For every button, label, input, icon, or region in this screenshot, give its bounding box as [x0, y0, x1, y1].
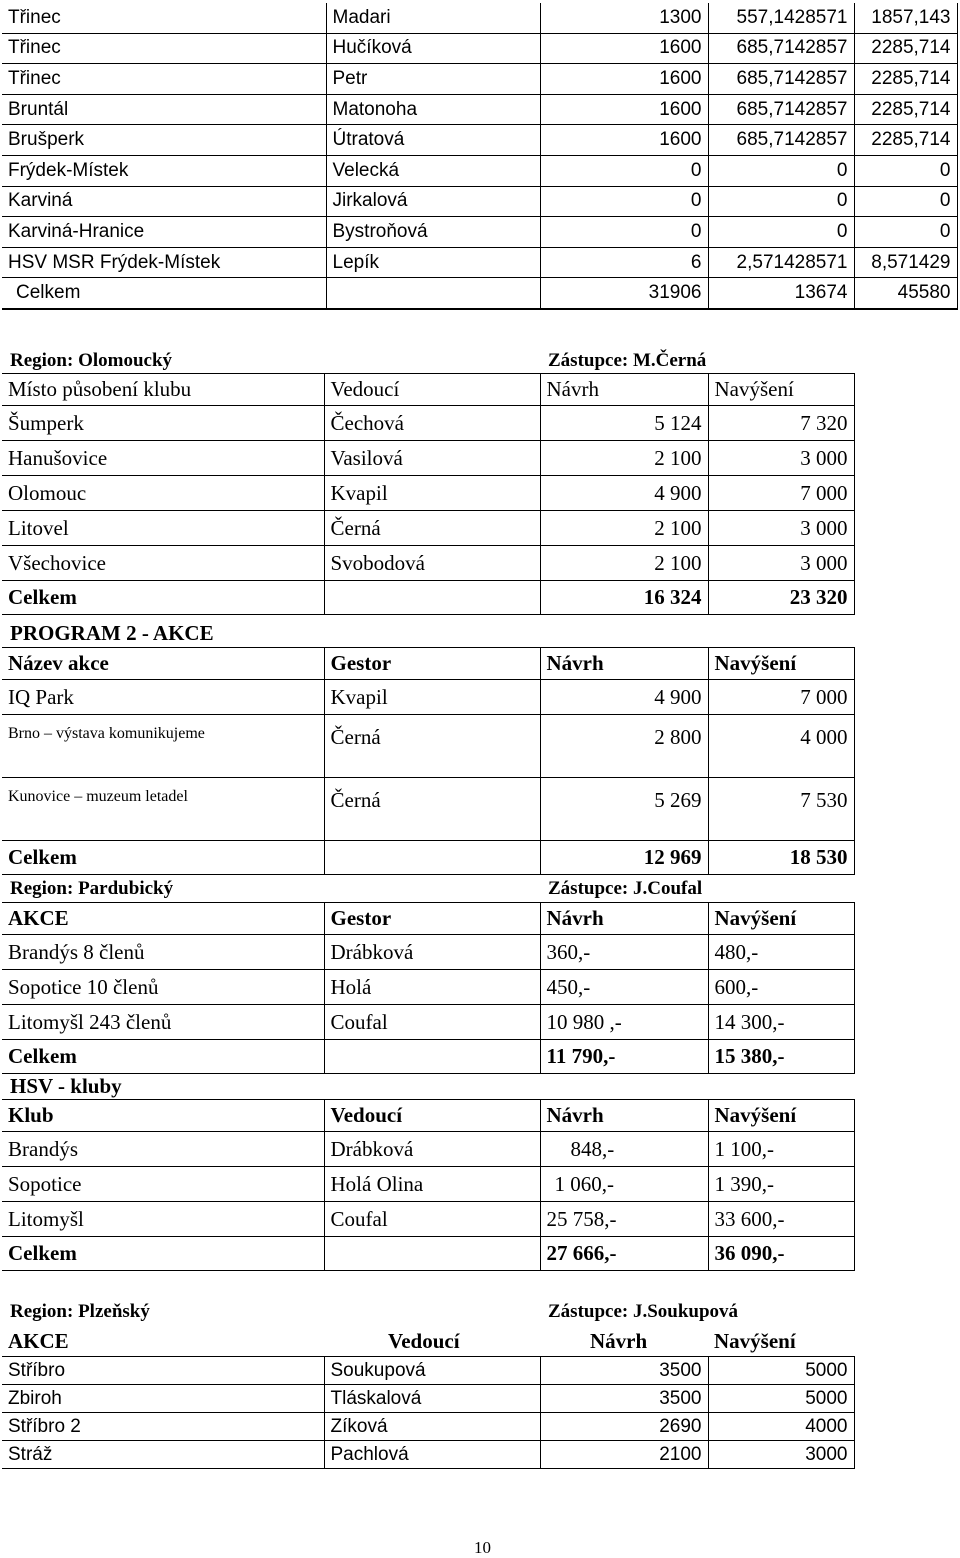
region-title-plzensky: Region: Plzeňský — [10, 1301, 150, 1322]
header-cell: Vedoucí — [324, 1100, 540, 1132]
value-b-cell: 685,7142857 — [708, 64, 854, 95]
total-label: Celkem — [2, 841, 324, 875]
table-row — [2, 125, 957, 156]
header-cell: Návrh — [540, 903, 708, 935]
gestor-cell: Černá — [324, 778, 540, 841]
total-row — [2, 1237, 854, 1271]
leader-cell: Matonoha — [326, 94, 540, 125]
navyseni-cell: 7 320 — [708, 406, 854, 441]
leader-cell: Holá Olina — [324, 1167, 540, 1202]
leader-cell: Soukupová — [324, 1357, 540, 1385]
header-cell: Návrh — [540, 648, 708, 680]
value-b-cell: 0 — [708, 217, 854, 248]
header-cell: Gestor — [324, 903, 540, 935]
navrh-cell: 1 060,- — [540, 1167, 708, 1202]
place-cell: Brušperk — [2, 125, 326, 156]
place-cell: Hanušovice — [2, 441, 324, 476]
navyseni-cell: 7 530 — [708, 778, 854, 841]
value-c-cell: 2285,714 — [854, 64, 957, 95]
navyseni-cell: 3 000 — [708, 511, 854, 546]
header-cell: Název akce — [2, 648, 324, 680]
value-a-cell: 0 — [540, 155, 708, 186]
region-title-pardubicky: Region: Pardubický — [10, 878, 174, 899]
leader-cell: Svobodová — [324, 546, 540, 581]
total-row — [2, 841, 854, 875]
header-cell: Návrh — [590, 1328, 648, 1353]
table-row — [2, 217, 957, 248]
table-row — [2, 970, 854, 1005]
pardubicky-table — [2, 902, 855, 1074]
place-cell: Olomouc — [2, 476, 324, 511]
table-row — [2, 778, 854, 841]
total-navrh-cell: 11 790,- — [540, 1040, 708, 1074]
gestor-cell: Kvapil — [324, 680, 540, 715]
place-cell: Třinec — [2, 33, 326, 64]
name-cell: Brandýs 8 členů — [2, 935, 324, 970]
table-row — [2, 64, 957, 95]
value-c-cell: 2285,714 — [854, 33, 957, 64]
hsv-title: HSV - kluby — [10, 1074, 122, 1098]
header-cell: Vedoucí — [388, 1328, 460, 1353]
value-c-cell: 8,571429 — [854, 247, 957, 278]
value-b-cell: 685,7142857 — [708, 94, 854, 125]
name-cell: Litomyšl — [2, 1202, 324, 1237]
navrh-cell: 3500 — [540, 1385, 708, 1413]
total-label: Celkem — [2, 581, 324, 615]
place-cell: Třinec — [2, 64, 326, 95]
leader-cell: Velecká — [326, 155, 540, 186]
name-cell: Stříbro 2 — [2, 1413, 324, 1441]
value-c-cell: 1857,143 — [854, 3, 957, 33]
place-cell: Bruntál — [2, 94, 326, 125]
leader-cell: Bystroňová — [326, 217, 540, 248]
table-row — [2, 3, 957, 33]
header-row — [2, 903, 854, 935]
header-cell: Navýšení — [708, 374, 854, 406]
gestor-cell: Holá — [324, 970, 540, 1005]
navyseni-cell: 33 600,- — [708, 1202, 854, 1237]
table-row — [2, 1167, 854, 1202]
place-cell: Karviná — [2, 186, 326, 217]
navyseni-cell: 1 390,- — [708, 1167, 854, 1202]
rep-plzensky: Zástupce: J.Soukupová — [548, 1301, 739, 1322]
top-table-body — [2, 3, 957, 309]
leader-cell: Lepík — [326, 247, 540, 278]
table-row — [2, 1413, 854, 1441]
value-a-cell: 1600 — [540, 125, 708, 156]
value-b-cell: 2,571428571 — [708, 247, 854, 278]
empty-cell — [324, 1040, 540, 1074]
name-cell: Brandýs — [2, 1132, 324, 1167]
name-cell: Stráž — [2, 1441, 324, 1469]
value-c-cell: 2285,714 — [854, 94, 957, 125]
navrh-cell: 450,- — [540, 970, 708, 1005]
leader-cell: Kvapil — [324, 476, 540, 511]
navyseni-cell: 3 000 — [708, 546, 854, 581]
value-c-cell: 2285,714 — [854, 125, 957, 156]
total-navrh-cell: 12 969 — [540, 841, 708, 875]
gestor-cell: Černá — [324, 715, 540, 778]
leader-cell: Tláskalová — [324, 1385, 540, 1413]
header-cell: AKCE — [2, 903, 324, 935]
total-row — [2, 581, 854, 615]
table-row — [2, 186, 957, 217]
total-row — [2, 1040, 854, 1074]
rep-olomoucky: Zástupce: M.Černá — [548, 350, 707, 371]
table-row — [2, 94, 957, 125]
program-title: PROGRAM 2 - AKCE — [10, 621, 214, 645]
table-row — [2, 1005, 854, 1040]
place-cell: Všechovice — [2, 546, 324, 581]
leader-cell: Zíková — [324, 1413, 540, 1441]
header-cell: Navýšení — [708, 1100, 854, 1132]
table-row — [2, 680, 854, 715]
region-title-olomoucky: Region: Olomoucký — [10, 350, 173, 371]
total-row — [2, 278, 957, 309]
navyseni-cell: 5000 — [708, 1357, 854, 1385]
header-cell: Gestor — [324, 648, 540, 680]
table-row — [2, 155, 957, 186]
table-row — [2, 1202, 854, 1237]
table-row — [2, 33, 957, 64]
value-c-cell: 0 — [854, 155, 957, 186]
empty-cell — [324, 841, 540, 875]
leader-cell: Čechová — [324, 406, 540, 441]
table-row — [2, 935, 854, 970]
header-row — [2, 374, 854, 406]
value-a-cell: 1600 — [540, 94, 708, 125]
place-cell: Třinec — [2, 3, 326, 33]
navyseni-cell: 3 000 — [708, 441, 854, 476]
value-b-cell: 685,7142857 — [708, 125, 854, 156]
value-b-cell: 0 — [708, 186, 854, 217]
navrh-cell: 5 269 — [540, 778, 708, 841]
navrh-cell: 2 100 — [540, 511, 708, 546]
total-label: Celkem — [2, 1040, 324, 1074]
navyseni-cell: 7 000 — [708, 476, 854, 511]
total-navrh-cell: 27 666,- — [540, 1237, 708, 1271]
leader-cell: Drábková — [324, 1132, 540, 1167]
navyseni-cell: 600,- — [708, 970, 854, 1005]
value-a-cell: 6 — [540, 247, 708, 278]
header-cell: AKCE — [8, 1328, 69, 1353]
table-row — [2, 511, 854, 546]
navrh-cell: 2 100 — [540, 546, 708, 581]
value-a-cell: 0 — [540, 186, 708, 217]
total-label: Celkem — [2, 278, 326, 309]
leader-cell: Útratová — [326, 125, 540, 156]
place-cell: Litovel — [2, 511, 324, 546]
total-b-cell: 13674 — [708, 278, 854, 309]
navrh-cell: 2690 — [540, 1413, 708, 1441]
table-row — [2, 476, 854, 511]
value-c-cell: 0 — [854, 186, 957, 217]
value-a-cell: 0 — [540, 217, 708, 248]
total-label: Celkem — [2, 1237, 324, 1271]
navyseni-cell: 4000 — [708, 1413, 854, 1441]
value-b-cell: 685,7142857 — [708, 33, 854, 64]
navrh-cell: 4 900 — [540, 680, 708, 715]
total-a-cell: 31906 — [540, 278, 708, 309]
empty-cell — [326, 278, 540, 309]
table-row — [2, 441, 854, 476]
leader-cell: Madari — [326, 3, 540, 33]
table-row — [2, 1357, 854, 1385]
leader-cell: Černá — [324, 511, 540, 546]
table-row — [2, 1441, 854, 1469]
table-row — [2, 1385, 854, 1413]
gestor-cell: Coufal — [324, 1005, 540, 1040]
header-cell: Vedoucí — [324, 374, 540, 406]
leader-cell: Vasilová — [324, 441, 540, 476]
place-cell: Frýdek-Místek — [2, 155, 326, 186]
navrh-cell: 2 100 — [540, 441, 708, 476]
navrh-cell: 2100 — [540, 1441, 708, 1469]
leader-cell: Hučíková — [326, 33, 540, 64]
navrh-cell: 848,- — [540, 1132, 708, 1167]
header-row — [2, 1100, 854, 1132]
leader-cell: Pachlová — [324, 1441, 540, 1469]
place-cell: HSV MSR Frýdek-Místek — [2, 247, 326, 278]
navrh-cell: 10 980 ,- — [540, 1005, 708, 1040]
table-row — [2, 247, 957, 278]
name-cell: Sopotice 10 členů — [2, 970, 324, 1005]
header-cell: Navýšení — [714, 1328, 796, 1353]
total-c-cell: 45580 — [854, 278, 957, 309]
name-cell: IQ Park — [2, 680, 324, 715]
name-cell: Litomyšl 243 členů — [2, 1005, 324, 1040]
value-a-cell: 1300 — [540, 3, 708, 33]
navrh-cell: 2 800 — [540, 715, 708, 778]
place-cell: Karviná-Hranice — [2, 217, 326, 248]
total-navyseni-cell: 18 530 — [708, 841, 854, 875]
navyseni-cell: 3000 — [708, 1441, 854, 1469]
navyseni-cell: 4 000 — [708, 715, 854, 778]
value-a-cell: 1600 — [540, 64, 708, 95]
navyseni-cell: 5000 — [708, 1385, 854, 1413]
value-a-cell: 1600 — [540, 33, 708, 64]
hsv-table — [2, 1099, 855, 1271]
header-row — [2, 1326, 854, 1357]
header-cell: Místo působení klubu — [2, 374, 324, 406]
value-b-cell: 0 — [708, 155, 854, 186]
navrh-cell: 4 900 — [540, 476, 708, 511]
total-navyseni-cell: 23 320 — [708, 581, 854, 615]
name-cell: Brno – výstava komunikujeme — [2, 715, 324, 778]
top-table — [2, 3, 958, 310]
empty-cell — [324, 1237, 540, 1271]
plzensky-table — [2, 1326, 855, 1469]
olomoucky-table — [2, 373, 855, 615]
navrh-cell: 360,- — [540, 935, 708, 970]
table-row — [2, 1132, 854, 1167]
leader-cell: Coufal — [324, 1202, 540, 1237]
navyseni-cell: 480,- — [708, 935, 854, 970]
rep-pardubicky: Zástupce: J.Coufal — [548, 878, 703, 899]
value-b-cell: 557,1428571 — [708, 3, 854, 33]
header-cell: Návrh — [540, 374, 708, 406]
navrh-cell: 3500 — [540, 1357, 708, 1385]
total-navyseni-cell: 36 090,- — [708, 1237, 854, 1271]
leader-cell: Petr — [326, 64, 540, 95]
navyseni-cell: 1 100,- — [708, 1132, 854, 1167]
navyseni-cell: 14 300,- — [708, 1005, 854, 1040]
place-cell: Šumperk — [2, 406, 324, 441]
gestor-cell: Drábková — [324, 935, 540, 970]
table-row — [2, 546, 854, 581]
name-cell: Kunovice – muzeum letadel — [2, 778, 324, 841]
name-cell: Stříbro — [2, 1357, 324, 1385]
leader-cell: Jirkalová — [326, 186, 540, 217]
header-cell: Navýšení — [708, 903, 854, 935]
page-number: 10 — [474, 1538, 491, 1557]
empty-cell — [324, 581, 540, 615]
total-navyseni-cell: 15 380,- — [708, 1040, 854, 1074]
name-cell: Sopotice — [2, 1167, 324, 1202]
table-row — [2, 715, 854, 778]
name-cell: Zbiroh — [2, 1385, 324, 1413]
navrh-cell: 5 124 — [540, 406, 708, 441]
value-c-cell: 0 — [854, 217, 957, 248]
header-row — [2, 648, 854, 680]
program-table — [2, 647, 855, 875]
header-cell: Návrh — [540, 1100, 708, 1132]
navyseni-cell: 7 000 — [708, 680, 854, 715]
header-cell: Klub — [2, 1100, 324, 1132]
header-cell: Navýšení — [708, 648, 854, 680]
total-navrh-cell: 16 324 — [540, 581, 708, 615]
navrh-cell: 25 758,- — [540, 1202, 708, 1237]
table-row — [2, 406, 854, 441]
